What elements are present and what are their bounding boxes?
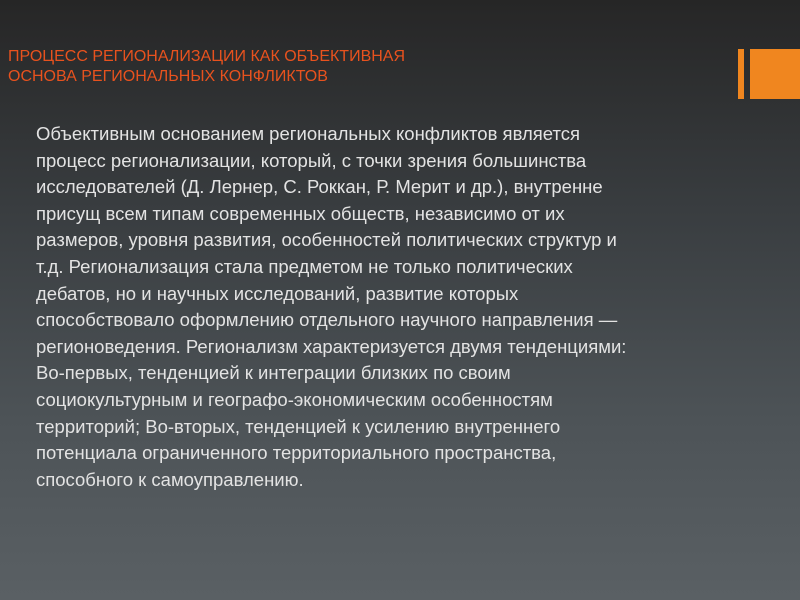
- slide-title-line-1: ПРОЦЕСС РЕГИОНАЛИЗАЦИИ КАК ОБЪЕКТИВНАЯ: [8, 48, 406, 65]
- slide-title: [8, 47, 628, 87]
- accent-bar-thin: [738, 49, 744, 99]
- slide-title-line-2: ОСНОВА РЕГИОНАЛЬНЫХ КОНФЛИКТОВ: [8, 68, 328, 85]
- slide-body-text: Объективным основанием региональных конфликтов является процесс регионализации, который, с точки зрения большинства исследователей (Д. Лернер, С. Роккан, Р. Мерит и др.), внутренне присущ всем типам современных обществ, независимо от их размеров, уровня развития, особенностей политических структур и т.д. Регионализация стала предметом не только политических дебатов, но и научных исследований, развитие которых способствовало оформлению отдельного научного направления — регионоведения. Регионализм характеризуется двумя тенденциями: Во-первых, тенденцией к интеграции близких по своим социокультурным и географо-экономическим особенностям территорий; Во-вторых, тенденцией к усилению внутреннего потенциала ограниченного территориального пространства, способного к самоуправлению.: [36, 123, 627, 490]
- accent-bar-thick: [750, 49, 800, 99]
